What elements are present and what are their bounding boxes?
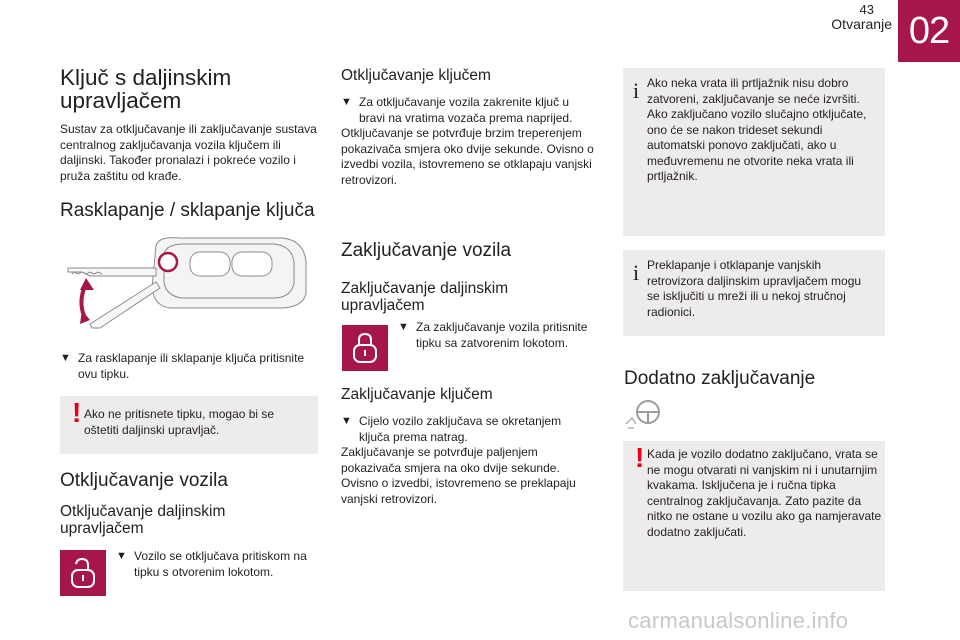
lock-tile — [342, 325, 388, 371]
lock-key-text: Zaključavanje se potvrđuje paljenjem pokazivača smjera na oko dvije sekunde. Ovisno o izvedbi, istovremeno se preklapaju vanjski retrovizori. — [341, 445, 576, 506]
fold-bullet-text: Za rasklapanje ili sklapanje ključa pritisnite ovu tipku. — [78, 351, 305, 381]
unlock-remote-heading: Otključavanje daljinskim upravljačem — [60, 503, 226, 537]
exclamation-icon: ! — [72, 397, 82, 428]
section-name: Otvaranje — [831, 16, 892, 32]
fold-bullet — [60, 351, 322, 382]
unlock-key-heading: Otključavanje ključem — [341, 67, 491, 84]
info-box-1 — [623, 68, 885, 236]
open-padlock-icon — [68, 557, 98, 589]
unlock-tile — [60, 550, 106, 596]
page-number: 43 — [859, 2, 874, 17]
triangle-bullet-icon: ▼ — [116, 550, 127, 562]
watermark: carmanualsonline.info — [628, 608, 849, 633]
key-illustration — [60, 232, 310, 340]
info-text-1: Ako neka vrata ili prtljažnik nisu dobro zatvoreni, zaključavanje se neće izvršiti. Ako zaključano vozilo slučajno otključate, ono će se nakon trideset sekundi automatski ponovo zaključati, ako u međuvremenu ne otvorite neka vrata ili prtljažnik. — [647, 76, 867, 183]
lock-heading: Zaključavanje vozila — [341, 240, 512, 261]
page-title: Ključ s daljinskim upravljačem — [60, 65, 232, 113]
info-icon: i — [633, 78, 640, 103]
chapter-number: 02 — [908, 9, 950, 52]
lock-key-bullet-text: Cijelo vozilo zaključava se okretanjem ključa prema natrag. — [359, 414, 562, 444]
unlock-remote-bullet — [116, 549, 326, 580]
steering-wheel-icon — [622, 398, 668, 434]
unlock-remote-bullet-text: Vozilo se otključava pritiskom na tipku s otvorenim lokotom. — [134, 549, 307, 579]
lock-remote-bullet — [398, 320, 603, 351]
closed-padlock-icon — [350, 332, 380, 364]
info-text-2: Preklapanje i otklapanje vanjskih retrovizora daljinskim upravljačem mogu se isključiti u mreži ili u nekoj stručnoj radionici. — [647, 258, 862, 319]
deadlock-heading: Dodatno zaključavanje — [624, 368, 816, 389]
info-box-2 — [623, 250, 885, 336]
triangle-bullet-icon: ▼ — [398, 321, 409, 333]
fold-heading: Rasklapanje / sklapanje ključa — [60, 200, 315, 221]
lock-remote-bullet-text: Za zaključavanje vozila pritisnite tipku sa zatvorenim lokotom. — [416, 320, 588, 350]
triangle-bullet-icon: ▼ — [341, 96, 352, 108]
unlock-key-bullet — [341, 95, 596, 126]
info-icon: i — [633, 260, 640, 285]
deadlock-warning-box — [623, 441, 885, 591]
fold-warning-text: Ako ne pritisnete tipku, mogao bi se oštetiti daljinski upravljač. — [84, 407, 275, 437]
lock-key-bullet — [341, 414, 591, 445]
unlock-key-text: Otključavanje se potvrđuje brzim treperenjem pokazivača smjera oko dvije sekunde. Ovisno o izvedbi vozila, istovremeno se otklapaju vanjski retrovizori. — [341, 126, 594, 187]
deadlock-warning-text: Kada je vozilo dodatno zaključano, vrata se ne mogu otvarati ni vanjskim ni i unutarnjim kvakama. Isključena je i ručna tipka centralnog zaključavanja. Zato pazite da nitko ne ostane u vozilu ako ga namjeravate dodatno zaključati. — [647, 447, 882, 539]
triangle-bullet-icon: ▼ — [341, 415, 352, 427]
intro-text: Sustav za otključavanje ili zaključavanje sustava centralnog zaključavanja vozila ključem ili daljinski. Također pronalazi i pokreće vozilo i pruža zaštitu od krađe. — [60, 122, 317, 183]
fold-warning-box — [60, 396, 318, 454]
lock-remote-heading: Zaključavanje daljinskim upravljačem — [341, 280, 509, 314]
lock-key-heading: Zaključavanje ključem — [341, 386, 493, 403]
chapter-badge — [898, 0, 960, 62]
triangle-bullet-icon: ▼ — [60, 352, 71, 364]
exclamation-icon: ! — [635, 442, 645, 473]
unlock-key-bullet-text: Za otključavanje vozila zakrenite ključ u bravi na vratima vozača prema naprijed. — [359, 95, 573, 125]
unlock-heading: Otključavanje vozila — [60, 470, 228, 491]
